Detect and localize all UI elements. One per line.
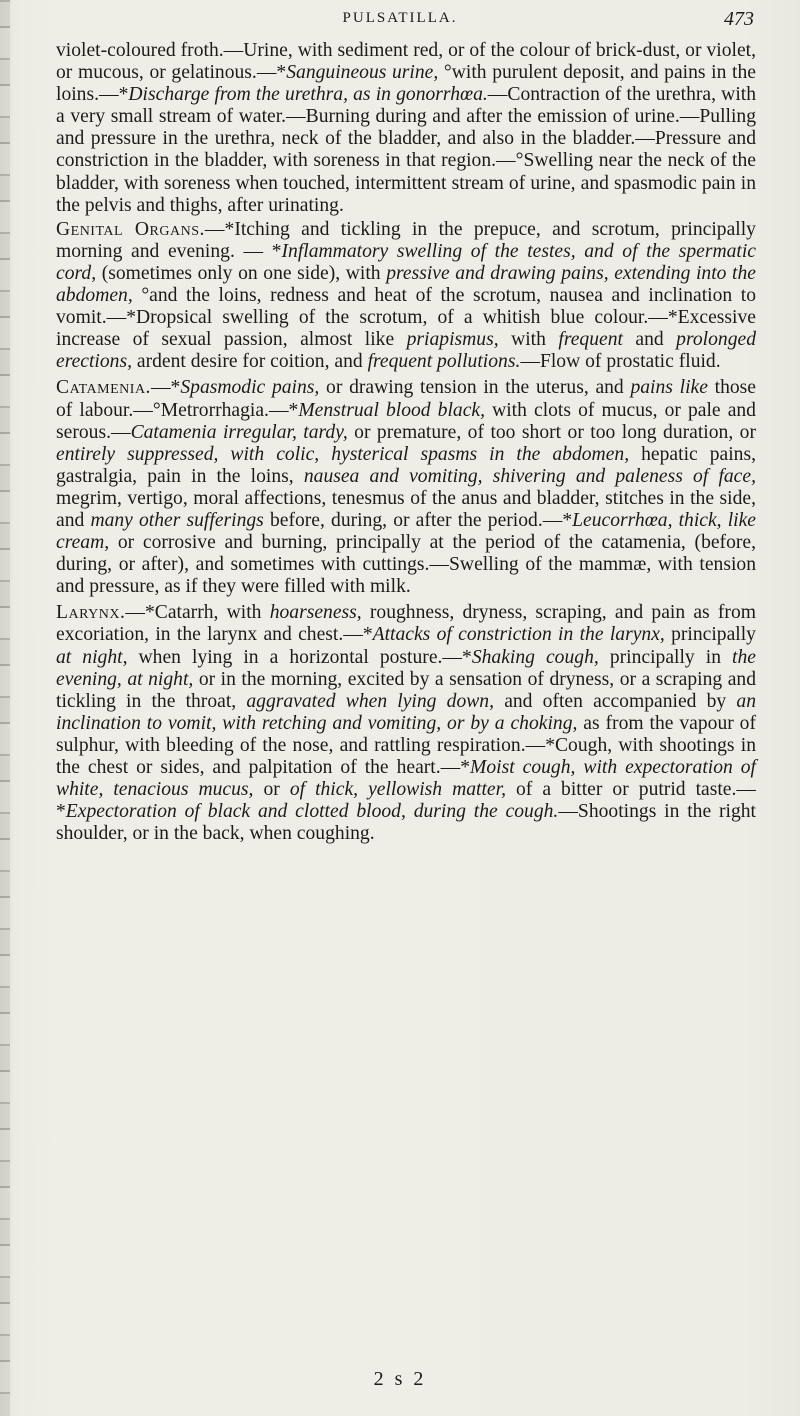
text-run: as from the vapour of sulphur, with bleeding of the nose, and rattling respiration.—*Cough, with shootings in the chest or sides, and palpitation of the heart.—* — [56, 712, 756, 778]
text-run: —Shootings in the right shoulder, or in the back, when coughing. — [56, 801, 756, 845]
text-run: —Flow of prostatic fluid. — [520, 351, 721, 373]
paragraph-genital-organs — [56, 219, 756, 374]
text-run: °and the loins, redness and heat of the scrotum, nausea and inclination to vomit.—*Dropsical swelling of the scrotum, of a whitish blue colour.—*Excessive increase of sexual passion, almost like — [56, 285, 756, 351]
emphasis-run: frequent pollutions. — [367, 351, 521, 373]
paragraph-catamenia — [56, 377, 756, 598]
text-run: with — [498, 329, 559, 351]
text-run: ardent desire for coition, and — [132, 351, 368, 373]
emphasis-run: Catamenia irregular, tardy, — [130, 421, 348, 443]
text-run: —*Itching and tickling in the prepuce, and scrotum, principally morning and evening. — * — [56, 218, 756, 262]
emphasis-run: at night, — [56, 646, 128, 668]
emphasis-run: priapismus, — [406, 329, 499, 351]
text-run: principally — [664, 624, 756, 646]
paragraph-urine-continued — [56, 40, 756, 217]
text-run: —Contraction of the urethra, with a very small stream of water.—Burning during and after the emission of urine.—Pulling and pressure in the urethra, neck of the bladder, and also in the bladder.—Pressure and constriction in the bladder, with soreness in that region.—°Swelling near the neck of the bladder, with soreness when touched, intermittent stream of urine, and spasmodic pain in the pelvis and thighs, after urinating. — [56, 84, 757, 216]
book-spine-shadow — [0, 0, 10, 1416]
text-run: and often accompanied by — [494, 690, 737, 712]
text-run: or corrosive and burning, principally at the period of the catamenia, (before, during, or after), and sometimes with cuttings.—Swelling of the mammæ, with tension and pressure, as if they were filled with milk. — [56, 532, 756, 598]
emphasis-run: Leucorrhœa, thick, like cream, — [56, 509, 756, 554]
emphasis-run: entirely suppressed, with colic, hysterical spasms in the abdomen, — [56, 443, 630, 465]
emphasis-run: Sanguineous urine, — [286, 62, 439, 84]
emphasis-run: Spasmodic pains, — [180, 377, 320, 399]
running-head — [0, 4, 800, 34]
section-heading-genital-organs: Genital Organs. — [56, 218, 205, 240]
section-heading-larynx: Larynx. — [56, 602, 126, 624]
text-run: of a bitter or putrid taste.—* — [56, 779, 756, 823]
text-run: °with purulent deposit, and pains in the loins.—* — [56, 62, 756, 106]
emphasis-run: Attacks of constriction in the larynx, — [372, 624, 665, 646]
emphasis-run: of thick, yellowish matter, — [289, 779, 506, 801]
emphasis-run: nausea and vomiting, shivering and paleness of face, — [303, 465, 756, 487]
text-run: (sometimes only on one side), with — [96, 262, 387, 284]
emphasis-run: aggravated when lying down, — [246, 690, 495, 712]
text-run: violet-coloured froth.—Urine, with sediment red, or of the colour of brick-dust, or violet, or mucous, or gelatinous.—* — [56, 40, 756, 84]
text-run: —* — [150, 377, 181, 399]
emphasis-run: Moist cough, with expectoration of white, tenacious mucus, — [56, 757, 756, 801]
emphasis-run: Discharge from the urethra, as in gonorrhœa. — [128, 84, 488, 106]
text-run: those of labour.—°Metrorrhagia.—* — [56, 377, 756, 421]
section-heading-catamenia: Catamenia. — [56, 377, 151, 399]
emphasis-run: Menstrual blood black, — [298, 399, 486, 421]
emphasis-run: prolonged erections, — [56, 329, 756, 373]
text-run: or drawing tension in the uterus, and — [319, 377, 631, 399]
emphasis-run: pressive and drawing pains, extending into the abdomen, — [56, 262, 756, 307]
text-run: hepatic pains, gastralgia, pain in the loins, — [56, 443, 756, 487]
text-run: or in the morning, excited by a sensation of dryness, or a scraping and tickling in the throat, — [56, 668, 756, 712]
text-run: when lying in a horizontal posture.—* — [127, 646, 472, 668]
text-run: —*Catarrh, with — [125, 602, 270, 624]
text-run: roughness, dryness, scraping, and pain as from excoriation, in the larynx and chest.—* — [56, 602, 756, 646]
text-run: or — [253, 779, 290, 801]
printer-signature-mark: 2 s 2 — [373, 1368, 427, 1390]
emphasis-run: frequent — [558, 329, 623, 351]
text-run: megrim, vertigo, moral affections, tenesmus of the anus and bladder, stitches in the side, and — [56, 487, 756, 531]
paragraph-larynx — [56, 602, 756, 845]
text-run: with clots of mucus, or pale and serous.— — [56, 399, 756, 443]
emphasis-run: hoarseness, — [269, 602, 362, 624]
emphasis-run: Shaking cough, — [471, 646, 599, 668]
page-number: 473 — [724, 8, 754, 30]
text-run: before, during, or after the period.—* — [263, 509, 573, 531]
body-text — [56, 40, 756, 845]
emphasis-run: an inclination to vomit, with retching and vomiting, or by a choking, — [56, 690, 756, 734]
text-run: and — [622, 329, 677, 351]
text-run: principally in — [598, 646, 733, 668]
text-run: or premature, of too short or too long duration, or — [347, 421, 756, 443]
emphasis-run: Inflammatory swelling of the testes, and of the spermatic cord, — [56, 240, 756, 284]
emphasis-run: Expectoration of black and clotted blood, during the cough. — [65, 801, 559, 823]
emphasis-run: the evening, at night, — [56, 646, 756, 690]
emphasis-run: pains like — [630, 377, 708, 399]
emphasis-run: many other sufferings — [90, 509, 264, 531]
running-title: PULSATILLA. — [342, 10, 458, 26]
